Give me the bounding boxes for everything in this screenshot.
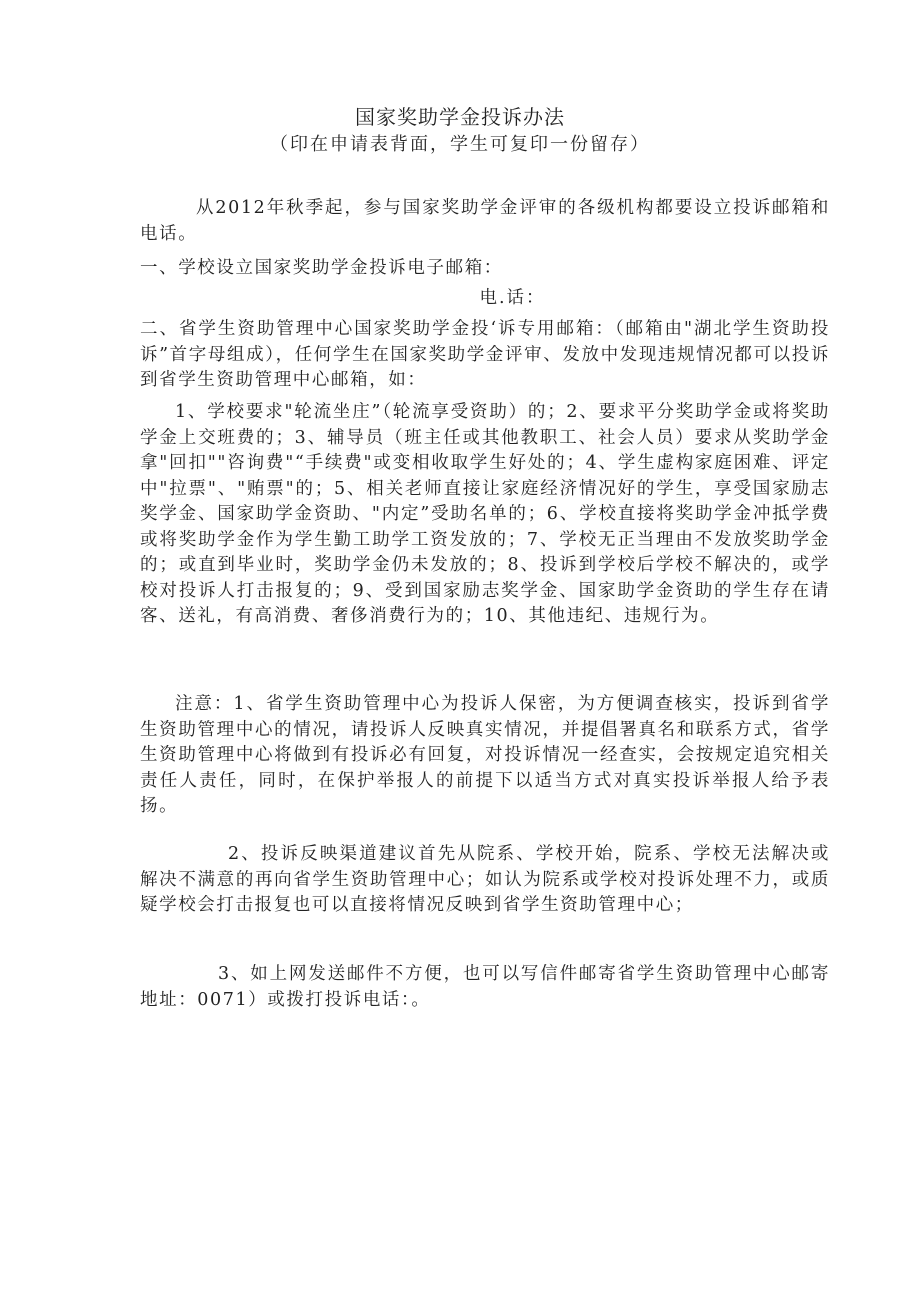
- note-three-text: 3、如上网发送邮件不方便，也可以写信件邮寄省学生资助管理中心邮寄地址：0071）或拨打投诉电话：。: [140, 964, 830, 1010]
- violations-list: [140, 400, 830, 630]
- phone-label: 电.话：: [479, 288, 546, 308]
- document-title: 国家奖助学金投诉办法: [355, 105, 565, 129]
- note-one: [140, 692, 830, 820]
- intro-paragraph: [140, 196, 830, 247]
- violations-text: 1、学校要求"轮流坐庄”（轮流享受资助）的；2、要求平分奖助学金或将奖助学金上交班费的；3、辅导员（班主任或其他教职工、社会人员）要求从奖助学金拿"回扣""咨询费"“手续费"或变相收取学生好处的；4、学生虚构家庭困难、评定中"拉票"、"贿票"的；5、相关老师直接让家庭经济情况好的学生，享受国家励志奖学金、国家助学金资助、"内定”受助名单的；6、学校直接将奖助学金冲抵学费或将奖助学金作为学生勤工助学工资发放的；7、学校无正当理由不发放奖助学金的；或直到毕业时，奖助学金仍未发放的；8、投诉到学校后学校不解决的，或学校对投诉人打击报复的；9、受到国家励志奖学金、国家助学金资助的学生存在请客、送礼，有高消费、奢侈消费行为的；10、其他违纪、违规行为。: [140, 402, 830, 626]
- section-two: [140, 317, 830, 394]
- document-subtitle: （印在申请表背面，学生可复印一份留存）: [270, 134, 650, 155]
- note-one-text: 注意：1、省学生资助管理中心为投诉人保密，为方便调查核实，投诉到省学生资助管理中心的情况，请投诉人反映真实情况，并提倡署真名和联系方式，省学生资助管理中心将做到有投诉必有回复，对投诉情况一经查实，会按规定追究相关责任人责任，同时，在保护举报人的前提下以适当方式对真实投诉举报人给予表扬。: [140, 694, 830, 816]
- section-one-text: 一、学校设立国家奖助学金投诉电子邮箱：: [140, 258, 503, 278]
- intro-text: 从2012年秋季起，参与国家奖助学金评审的各级机构都要设立投诉邮箱和电话。: [140, 198, 830, 244]
- section-one: [140, 256, 830, 282]
- section-two-text: 二、省学生资助管理中心国家奖助学金投‘诉专用邮箱：（邮箱由"湖北学生资助投诉”首字母组成），任何学生在国家奖助学金评审、发放中发现违规情况都可以投诉到省学生资助管理中心邮箱，如：: [140, 319, 830, 390]
- note-two-text: 2、投诉反映渠道建议首先从院系、学校开始，院系、学校无法解决或解决不满意的再向省学生资助管理中心；如认为院系或学校对投诉处理不力，或质疑学校会打击报复也可以直接将情况反映到省学生资助管理中心；: [140, 844, 830, 915]
- note-three: [140, 962, 830, 1013]
- note-two: [140, 842, 830, 919]
